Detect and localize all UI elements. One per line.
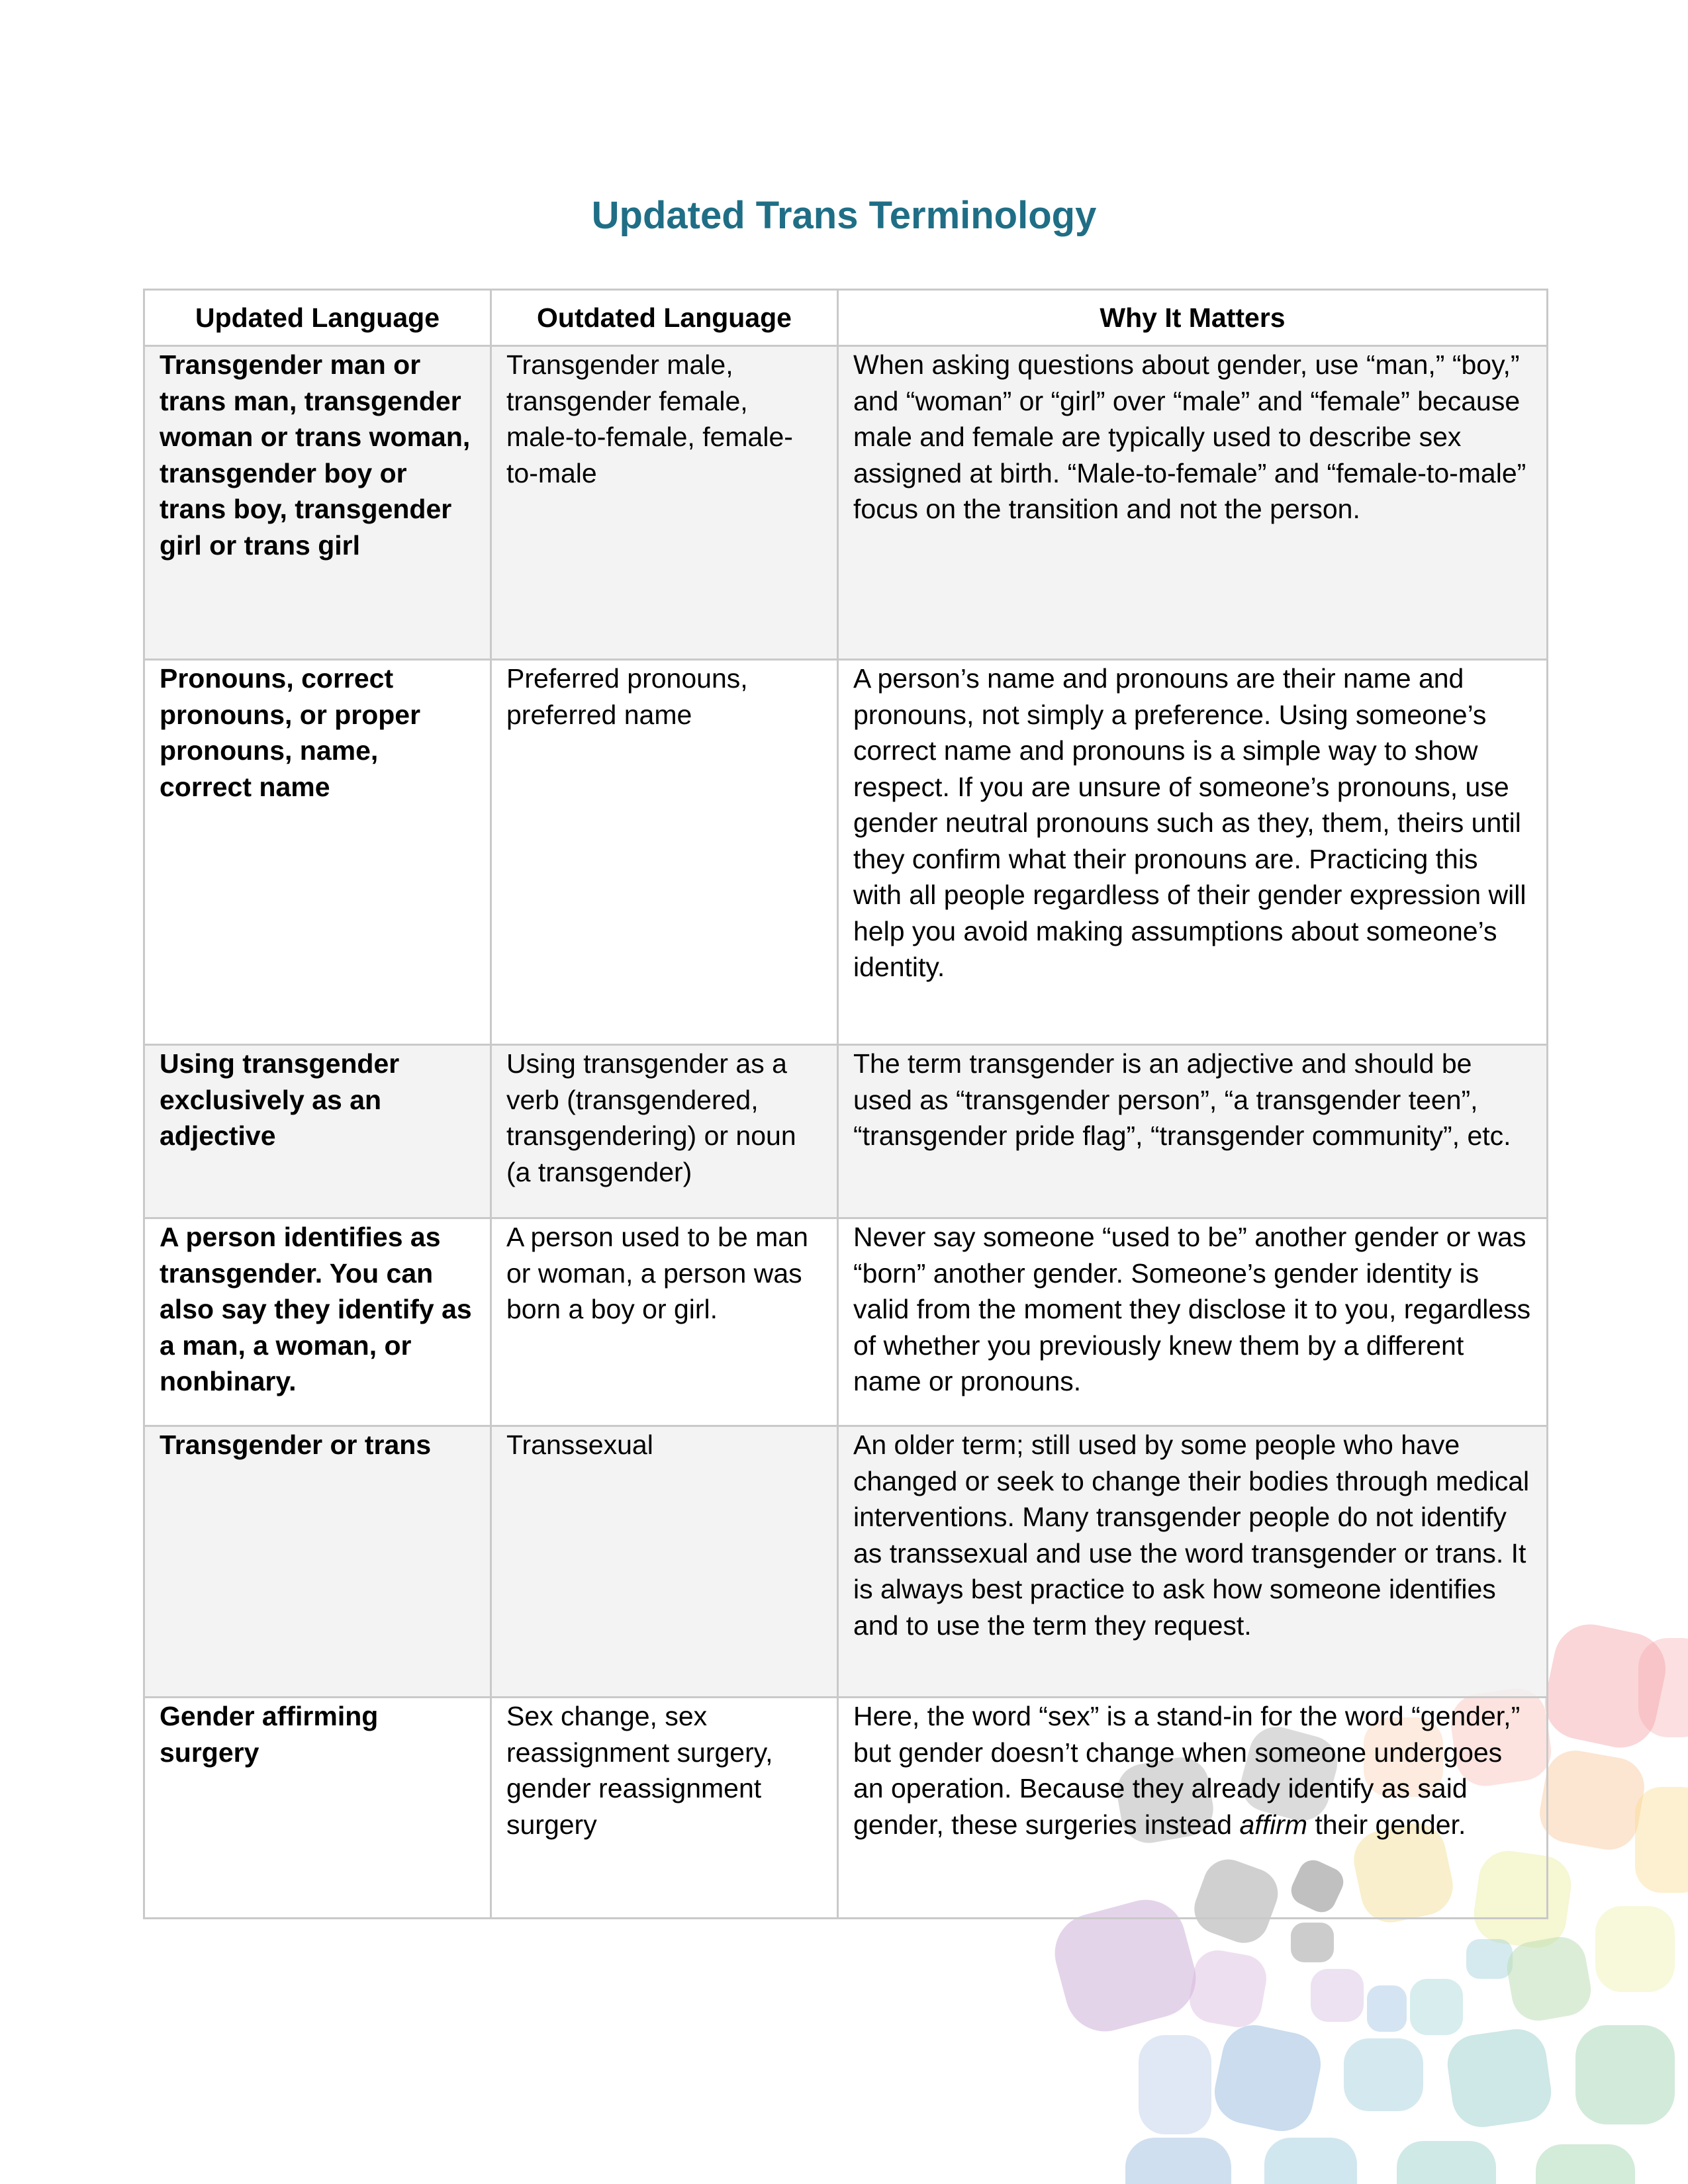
header-why-it-matters: Why It Matters	[838, 290, 1548, 346]
why-it-matters-cell: Never say someone “used to be” another gender or was “born” another gender. Someone’s gender identity is valid from the moment they disclose it to you, regardless of whether you previously knew them by a different name or pronouns.	[838, 1218, 1548, 1426]
table-header-row	[144, 290, 1548, 346]
why-it-matters-cell	[838, 1698, 1548, 1919]
header-outdated-language: Outdated Language	[491, 290, 838, 346]
why-it-matters-cell: When asking questions about gender, use “man,” “boy,” and “woman” or “girl” over “male” and “female” because male and female are typically used to describe sex assigned at birth. “Male-to-female” and “female-to-male” focus on the transition and not the person.	[838, 346, 1548, 660]
why-it-matters-cell: A person’s name and pronouns are their name and pronouns, not simply a preference. Using someone’s correct name and pronouns is a simple way to show respect. If you are unsure of someone’s pronouns, use gender neutral pronouns such as they, them, theirs until they confirm what their pronouns are. Practicing this with all people regardless of their gender expression will help you avoid making assumptions about someone’s identity.	[838, 660, 1548, 1045]
table-row	[144, 1218, 1548, 1426]
updated-term-cell: Pronouns, correct pronouns, or proper pronouns, name, correct name	[144, 660, 491, 1045]
table-row	[144, 660, 1548, 1045]
why-it-matters-cell: An older term; still used by some people who have changed or seek to change their bodies through medical interventions. Many transgender people do not identify as transsexual and use the word transgender or trans. It is always best practice to ask how someone identifies and to use the term they request.	[838, 1426, 1548, 1698]
outdated-term-cell: A person used to be man or woman, a person was born a boy or girl.	[491, 1218, 838, 1426]
updated-term-cell: A person identifies as transgender. You can also say they identify as a man, a woman, or nonbinary.	[144, 1218, 491, 1426]
header-updated-language: Updated Language	[144, 290, 491, 346]
table-row	[144, 1426, 1548, 1698]
why-text-start: Here, the word “sex” is a stand-in for the word “gender,” but gender doesn’t change when someone undergoes an operation. Because they already identify as said gender, these surgeries instead	[853, 1701, 1521, 1840]
page-title: Updated Trans Terminology	[591, 194, 1097, 237]
outdated-term-cell: Sex change, sex reassignment surgery, gender reassignment surgery	[491, 1698, 838, 1919]
outdated-term-cell: Preferred pronouns, preferred name	[491, 660, 838, 1045]
why-text-end: their gender.	[1307, 1809, 1466, 1840]
updated-term-cell: Transgender or trans	[144, 1426, 491, 1698]
table-row	[144, 346, 1548, 660]
table-row	[144, 1045, 1548, 1218]
why-it-matters-cell: The term transgender is an adjective and should be used as “transgender person”, “a transgender teen”, “transgender pride flag”, “transgender community”, etc.	[838, 1045, 1548, 1218]
updated-term-cell: Transgender man or trans man, transgender woman or trans woman, transgender boy or trans boy, transgender girl or trans girl	[144, 346, 491, 660]
outdated-term-cell: Using transgender as a verb (transgendered, transgendering) or noun (a transgender)	[491, 1045, 838, 1218]
outdated-term-cell: Transgender male, transgender female, male-to-female, female-to-male	[491, 346, 838, 660]
terminology-table	[143, 289, 1548, 1919]
outdated-term-cell: Transsexual	[491, 1426, 838, 1698]
why-text-emphasis: affirm	[1239, 1809, 1307, 1840]
updated-term-cell: Gender affirming surgery	[144, 1698, 491, 1919]
table-row	[144, 1698, 1548, 1919]
updated-term-cell: Using transgender exclusively as an adjective	[144, 1045, 491, 1218]
